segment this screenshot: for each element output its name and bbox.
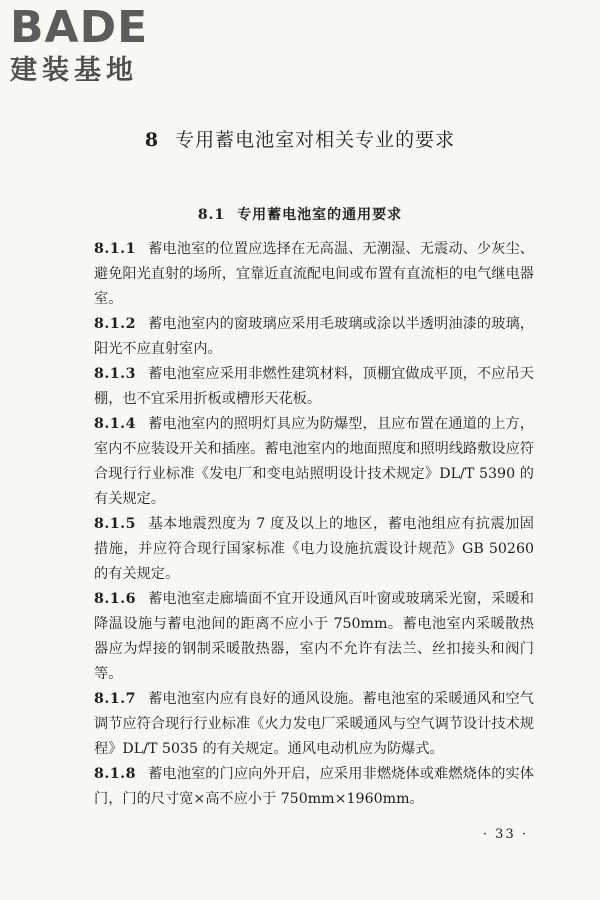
clause-text: 蓄电池室内应有良好的通风设施。蓄电池室的采暖通风和空气调节应符合现行行业标准《火力发电厂采暖通风与空气调节设计技术规程》DL/T 5035 的有关规定。通风电动机应为防爆式。 bbox=[94, 691, 534, 757]
clause bbox=[94, 687, 534, 762]
clause-number: 8.1.3 bbox=[94, 366, 136, 382]
clause bbox=[94, 587, 534, 687]
logo-chinese-text: 建装基地 bbox=[10, 55, 138, 86]
clause-list bbox=[94, 237, 534, 812]
clause bbox=[94, 412, 534, 512]
clause bbox=[94, 362, 534, 412]
chapter-number: 8 bbox=[144, 129, 160, 151]
clause-number: 8.1.4 bbox=[94, 416, 136, 432]
clause-text: 蓄电池室应采用非燃性建筑材料，顶棚宜做成平顶，不应吊天棚，也不宜采用折板或槽形天花板。 bbox=[94, 366, 534, 407]
logo bbox=[10, 4, 185, 88]
clause-text: 蓄电池室内的照明灯具应为防爆型，且应布置在通道的上方，室内不应装设开关和插座。蓄电池室内的地面照度和照明线路敷设应符合现行行业标准《发电厂和变电站照明设计技术规定》DL/T 5390 的有关规定。 bbox=[94, 416, 534, 507]
clause-number: 8.1.7 bbox=[94, 691, 136, 707]
logo-latin-text: BADE bbox=[10, 2, 149, 53]
clause-number: 8.1.2 bbox=[94, 316, 136, 332]
section-number: 8.1 bbox=[197, 207, 226, 223]
clause-number: 8.1.5 bbox=[94, 516, 136, 532]
clause-text: 蓄电池室的门应向外开启，应采用非燃烧体或难燃烧体的实体门，门的尺寸宽×高不应小于 750mm×1960mm。 bbox=[94, 766, 534, 807]
clause-text: 蓄电池室的位置应选择在无高温、无潮湿、无震动、少灰尘、避免阳光直射的场所，宜靠近直流配电间或布置有直流柜的电气继电器室。 bbox=[94, 241, 534, 307]
chapter-title bbox=[0, 128, 600, 152]
clause-number: 8.1.6 bbox=[94, 591, 136, 607]
clause-number: 8.1.8 bbox=[94, 766, 136, 782]
clause bbox=[94, 237, 534, 312]
clause bbox=[94, 762, 534, 812]
page-number: · 33 · bbox=[482, 827, 528, 842]
clause-text: 蓄电池室走廊墙面不宜开设通风百叶窗或玻璃采光窗，采暖和降温设施与蓄电池间的距离不应小于 750mm。蓄电池室内采暖散热器应为焊接的钢制采暖散热器，室内不允许有法兰、丝扣接头和阀门等。 bbox=[94, 591, 534, 682]
clause-number: 8.1.1 bbox=[94, 241, 136, 257]
section-title bbox=[0, 205, 600, 225]
chapter-title-text: 专用蓄电池室对相关专业的要求 bbox=[175, 129, 456, 151]
clause bbox=[94, 512, 534, 587]
clause bbox=[94, 312, 534, 362]
clause-text: 基本地震烈度为 7 度及以上的地区，蓄电池组应有抗震加固措施，并应符合现行国家标准《电力设施抗震设计规范》GB 50260的有关规定。 bbox=[94, 516, 534, 582]
clause-text: 蓄电池室内的窗玻璃应采用毛玻璃或涂以半透明油漆的玻璃，阳光不应直射室内。 bbox=[94, 316, 534, 357]
section-title-text: 专用蓄电池室的通用要求 bbox=[237, 207, 403, 223]
